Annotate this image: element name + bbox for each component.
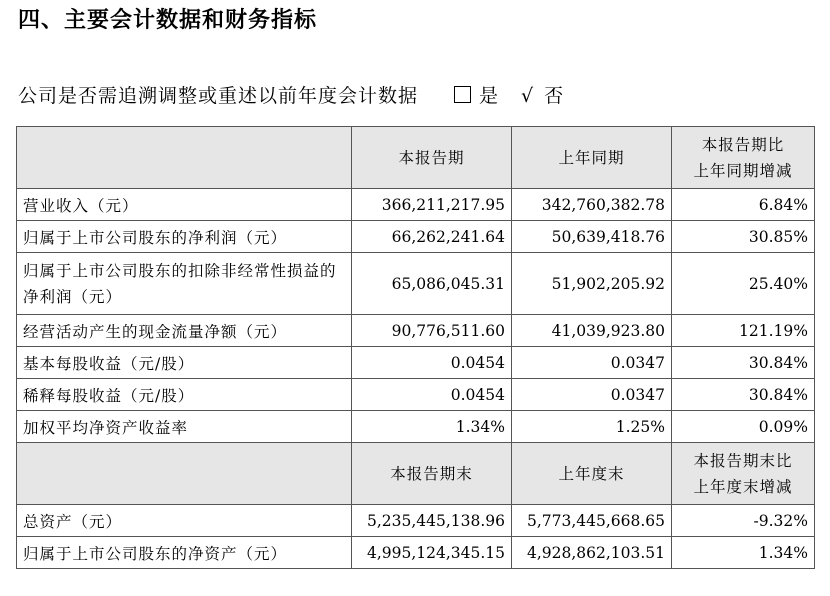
prior-value: 50,639,418.76 [512,221,672,253]
table-row [17,221,815,253]
prior-value: 5,773,445,668.65 [512,505,672,537]
header-cell: 上年度末 [512,443,672,505]
header-change-cell [672,127,815,189]
prior-value: 1.25% [512,411,672,443]
row-label: 总资产（元） [17,505,352,537]
change-value: 25.40% [672,253,815,315]
row-label: 基本每股收益（元/股） [17,347,352,379]
current-value: 0.0454 [352,347,512,379]
prior-value: 41,039,923.80 [512,315,672,347]
change-value: 6.84% [672,189,815,221]
change-value: 30.84% [672,347,815,379]
table-header-row [17,127,815,189]
row-label: 归属于上市公司股东的净资产（元） [17,537,352,569]
row-label: 稀释每股收益（元/股） [17,379,352,411]
table-row [17,379,815,411]
header-line: 本报告期比 [701,135,785,154]
financial-indicators-table [16,126,815,569]
header-change-cell [672,443,815,505]
checkbox-empty-icon [454,86,471,103]
row-label: 归属于上市公司股东的净利润（元） [17,221,352,253]
change-value: 30.85% [672,221,815,253]
row-label: 经营活动产生的现金流量净额（元） [17,315,352,347]
header-cell: 本报告期末 [352,443,512,505]
table-row [17,347,815,379]
header-cell: 本报告期 [352,127,512,189]
row-label: 归属于上市公司股东的扣除非经常性损益的净利润（元） [17,253,352,315]
table-row [17,189,815,221]
option-no-label: 否 [544,85,565,107]
current-value: 65,086,045.31 [352,253,512,315]
table-row [17,411,815,443]
current-value: 5,235,445,138.96 [352,505,512,537]
row-label: 营业收入（元） [17,189,352,221]
header-blank-cell [17,127,352,189]
change-value: -9.32% [672,505,815,537]
current-value: 366,211,217.95 [352,189,512,221]
option-yes-label: 是 [479,85,500,107]
table-row [17,253,815,315]
table-header-row [17,443,815,505]
prior-value: 4,928,862,103.51 [512,537,672,569]
current-value: 4,995,124,345.15 [352,537,512,569]
change-value: 30.84% [672,379,815,411]
prior-value: 0.0347 [512,347,672,379]
header-blank-cell [17,443,352,505]
prior-value: 342,760,382.78 [512,189,672,221]
section-title: 四、主要会计数据和财务指标 [18,8,318,33]
checkmark-icon: √ [521,85,535,107]
header-line: 上年度末增减 [693,477,793,496]
change-value: 0.09% [672,411,815,443]
change-value: 121.19% [672,315,815,347]
current-value: 90,776,511.60 [352,315,512,347]
header-line: 本报告期末比 [693,451,793,470]
current-value: 0.0454 [352,379,512,411]
header-cell: 上年同期 [512,127,672,189]
header-line: 上年同期增减 [693,161,793,180]
table-row [17,537,815,569]
prior-value: 51,902,205.92 [512,253,672,315]
question-text: 公司是否需追溯调整或重述以前年度会计数据 [18,85,419,107]
restatement-question [18,82,564,110]
current-value: 66,262,241.64 [352,221,512,253]
row-label: 加权平均净资产收益率 [17,411,352,443]
change-value: 1.34% [672,537,815,569]
table-row [17,505,815,537]
current-value: 1.34% [352,411,512,443]
table-row [17,315,815,347]
prior-value: 0.0347 [512,379,672,411]
